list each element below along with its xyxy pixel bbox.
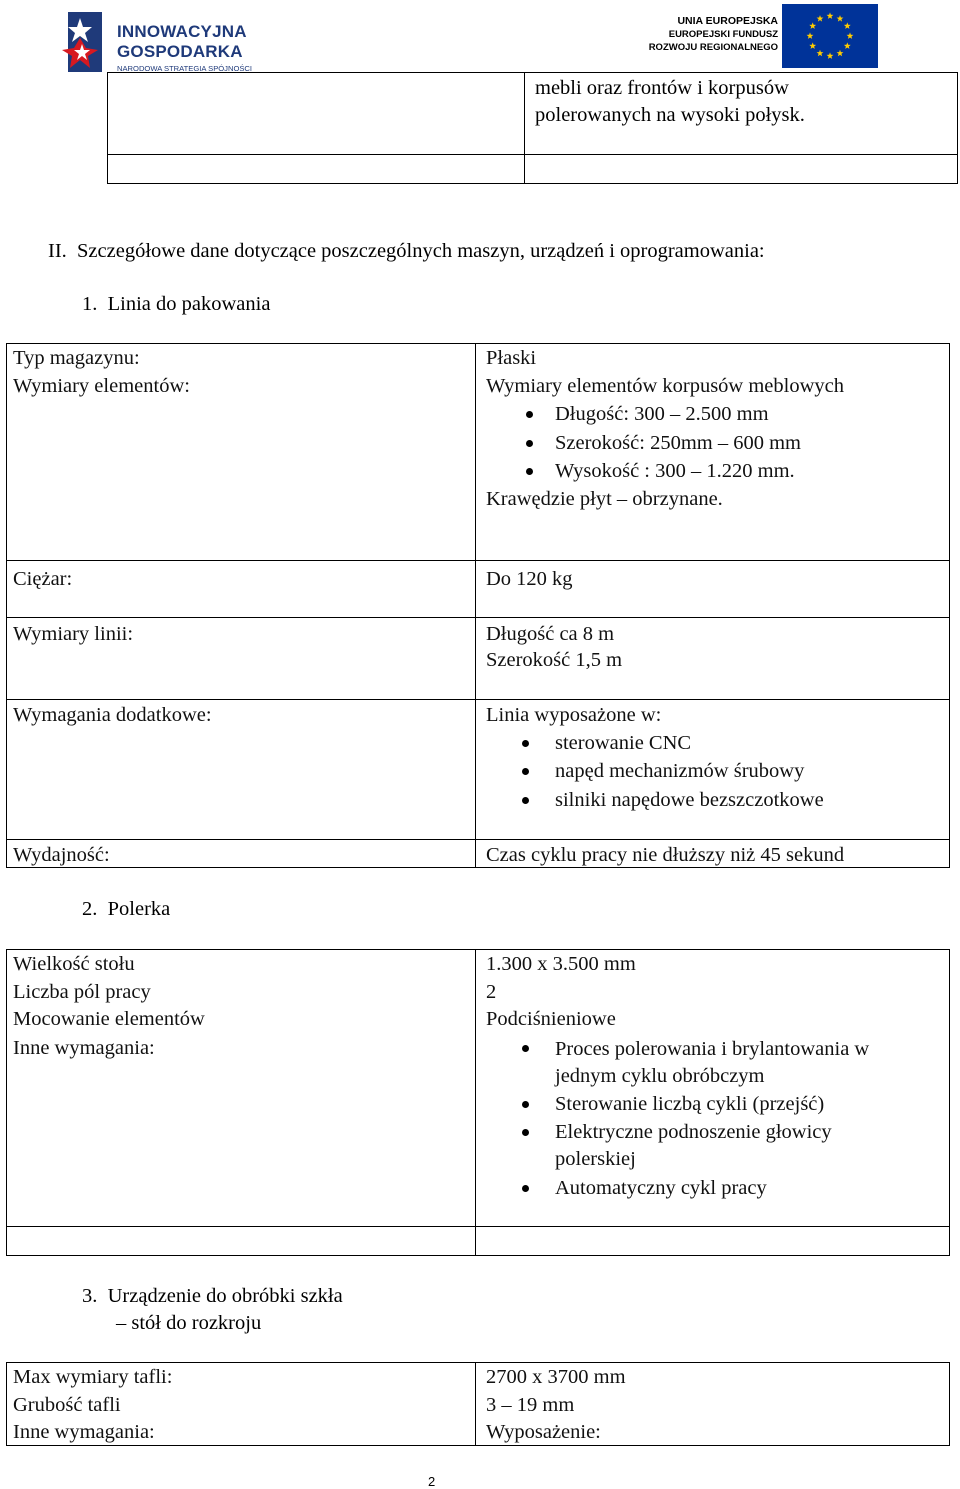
bullet-icon: [522, 1045, 529, 1052]
t1-dodatkowe-bullet-1: napęd mechanizmów śrubowy: [555, 760, 805, 782]
t3-inne-label: Inne wymagania:: [13, 1421, 155, 1443]
t2-inne-bullet-0-l1: Proces polerowania i brylantowania w: [555, 1038, 870, 1060]
t1-typ-label: Typ magazynu:: [13, 347, 140, 369]
t2-inne-bullet-3-l1: Automatyczny cykl pracy: [555, 1177, 767, 1199]
t1-wymiary-label: Wymiary elementów:: [13, 375, 190, 397]
t1-wymiary-bullet-1: Szerokość: 250mm – 600 mm: [555, 432, 801, 454]
item-3-heading: 3. Urządzenie do obróbki szkła: [82, 1285, 343, 1307]
t2-inne-label: Inne wymagania:: [13, 1037, 155, 1059]
t1-wymiary-bullet-2: Wysokość : 300 – 1.220 mm.: [555, 460, 795, 482]
t2-stol-label: Wielkość stołu: [13, 953, 135, 975]
bullet-icon: [522, 1129, 529, 1136]
eu-logo: [630, 4, 880, 70]
t1-dodatkowe-bullet-0: sterowanie CNC: [555, 732, 692, 754]
t1-wymiary-bullet-0: Długość: 300 – 2.500 mm: [555, 403, 769, 425]
t1-dodatkowe-bullet-2: silniki napędowe bezszczotkowe: [555, 789, 824, 811]
t2-inne-bullet-2-l1: Elektryczne podnoszenie głowicy: [555, 1121, 832, 1143]
t2-inne-bullet-2-l2: polerskiej: [555, 1148, 636, 1170]
t1-dodatkowe-heading: Linia wyposażone w:: [486, 704, 662, 726]
t2-mocowanie-label: Mocowanie elementów: [13, 1008, 205, 1030]
bullet-icon: [522, 740, 529, 747]
ig-logo-line2: GOSPODARKA: [117, 42, 243, 61]
eu-flag-icon: [782, 4, 878, 68]
t1-wymiary-note: Krawędzie płyt – obrzynane.: [486, 488, 723, 510]
eu-logo-line1: UNIA EUROPEJSKA: [677, 15, 778, 27]
t2-pol-value: 2: [486, 981, 497, 1003]
t1-ciezar-label: Ciężar:: [13, 568, 73, 590]
bullet-icon: [526, 440, 533, 447]
top-table-text-line2: polerowanych na wysoki połysk.: [535, 104, 805, 126]
page-number: 2: [428, 1474, 436, 1489]
ig-star-icon: [60, 8, 108, 74]
t2-stol-value: 1.300 x 3.500 mm: [486, 953, 636, 975]
t2-pol-label: Liczba pól pracy: [13, 981, 151, 1003]
item-1-heading: 1. Linia do pakowania: [82, 293, 271, 315]
eu-logo-line3: ROZWOJU REGIONALNEGO: [648, 42, 778, 53]
bullet-icon: [526, 411, 533, 418]
t3-grubosc-label: Grubość tafli: [13, 1394, 121, 1416]
t1-linii-value1: Długość ca 8 m: [486, 623, 615, 645]
top-table-col-divider: [524, 72, 525, 184]
bullet-icon: [522, 1101, 529, 1108]
bullet-icon: [522, 1185, 529, 1192]
ig-logo-line1: INNOWACYJNA: [117, 22, 247, 41]
t1-ciezar-value: Do 120 kg: [486, 568, 573, 590]
top-table-row-divider: [107, 154, 958, 155]
bullet-icon: [526, 468, 533, 475]
t2-mocowanie-value: Podciśnieniowe: [486, 1008, 616, 1030]
t1-dodatkowe-label: Wymagania dodatkowe:: [13, 704, 212, 726]
t1-wydajnosc-value: Czas cyklu pracy nie dłuższy niż 45 sekund: [486, 844, 845, 866]
t3-max-label: Max wymiary tafli:: [13, 1366, 173, 1388]
t1-linii-value2: Szerokość 1,5 m: [486, 649, 623, 671]
item-2-heading: 2. Polerka: [82, 898, 171, 920]
bullet-icon: [522, 768, 529, 775]
bullet-icon: [522, 797, 529, 804]
t1-wymiary-heading: Wymiary elementów korpusów meblowych: [486, 375, 844, 397]
top-table-text-line1: mebli oraz frontów i korpusów: [535, 77, 789, 99]
t3-grubosc-value: 3 – 19 mm: [486, 1394, 575, 1416]
innowacyjna-gospodarka-logo: [60, 8, 280, 74]
t1-wydajnosc-label: Wydajność:: [13, 844, 110, 866]
item-3-heading-line2: – stół do rozkroju: [116, 1312, 262, 1334]
t1-typ-value: Płaski: [486, 347, 537, 369]
t2-inne-bullet-1-l1: Sterowanie liczbą cykli (przejść): [555, 1093, 825, 1115]
t3-max-value: 2700 x 3700 mm: [486, 1366, 626, 1388]
top-table: [107, 72, 958, 184]
t1-linii-label: Wymiary linii:: [13, 623, 134, 645]
t3-inne-value: Wyposażenie:: [486, 1421, 601, 1443]
t2-inne-bullet-0-l2: jednym cyklu obróbczym: [555, 1065, 765, 1087]
eu-logo-line2: EUROPEJSKI FUNDUSZ: [668, 29, 778, 40]
ig-logo-line3: NARODOWA STRATEGIA SPÓJNOŚCI: [117, 64, 253, 73]
section-heading: II. Szczegółowe dane dotyczące poszczególnych maszyn, urządzeń i oprogramowania:: [48, 240, 765, 262]
